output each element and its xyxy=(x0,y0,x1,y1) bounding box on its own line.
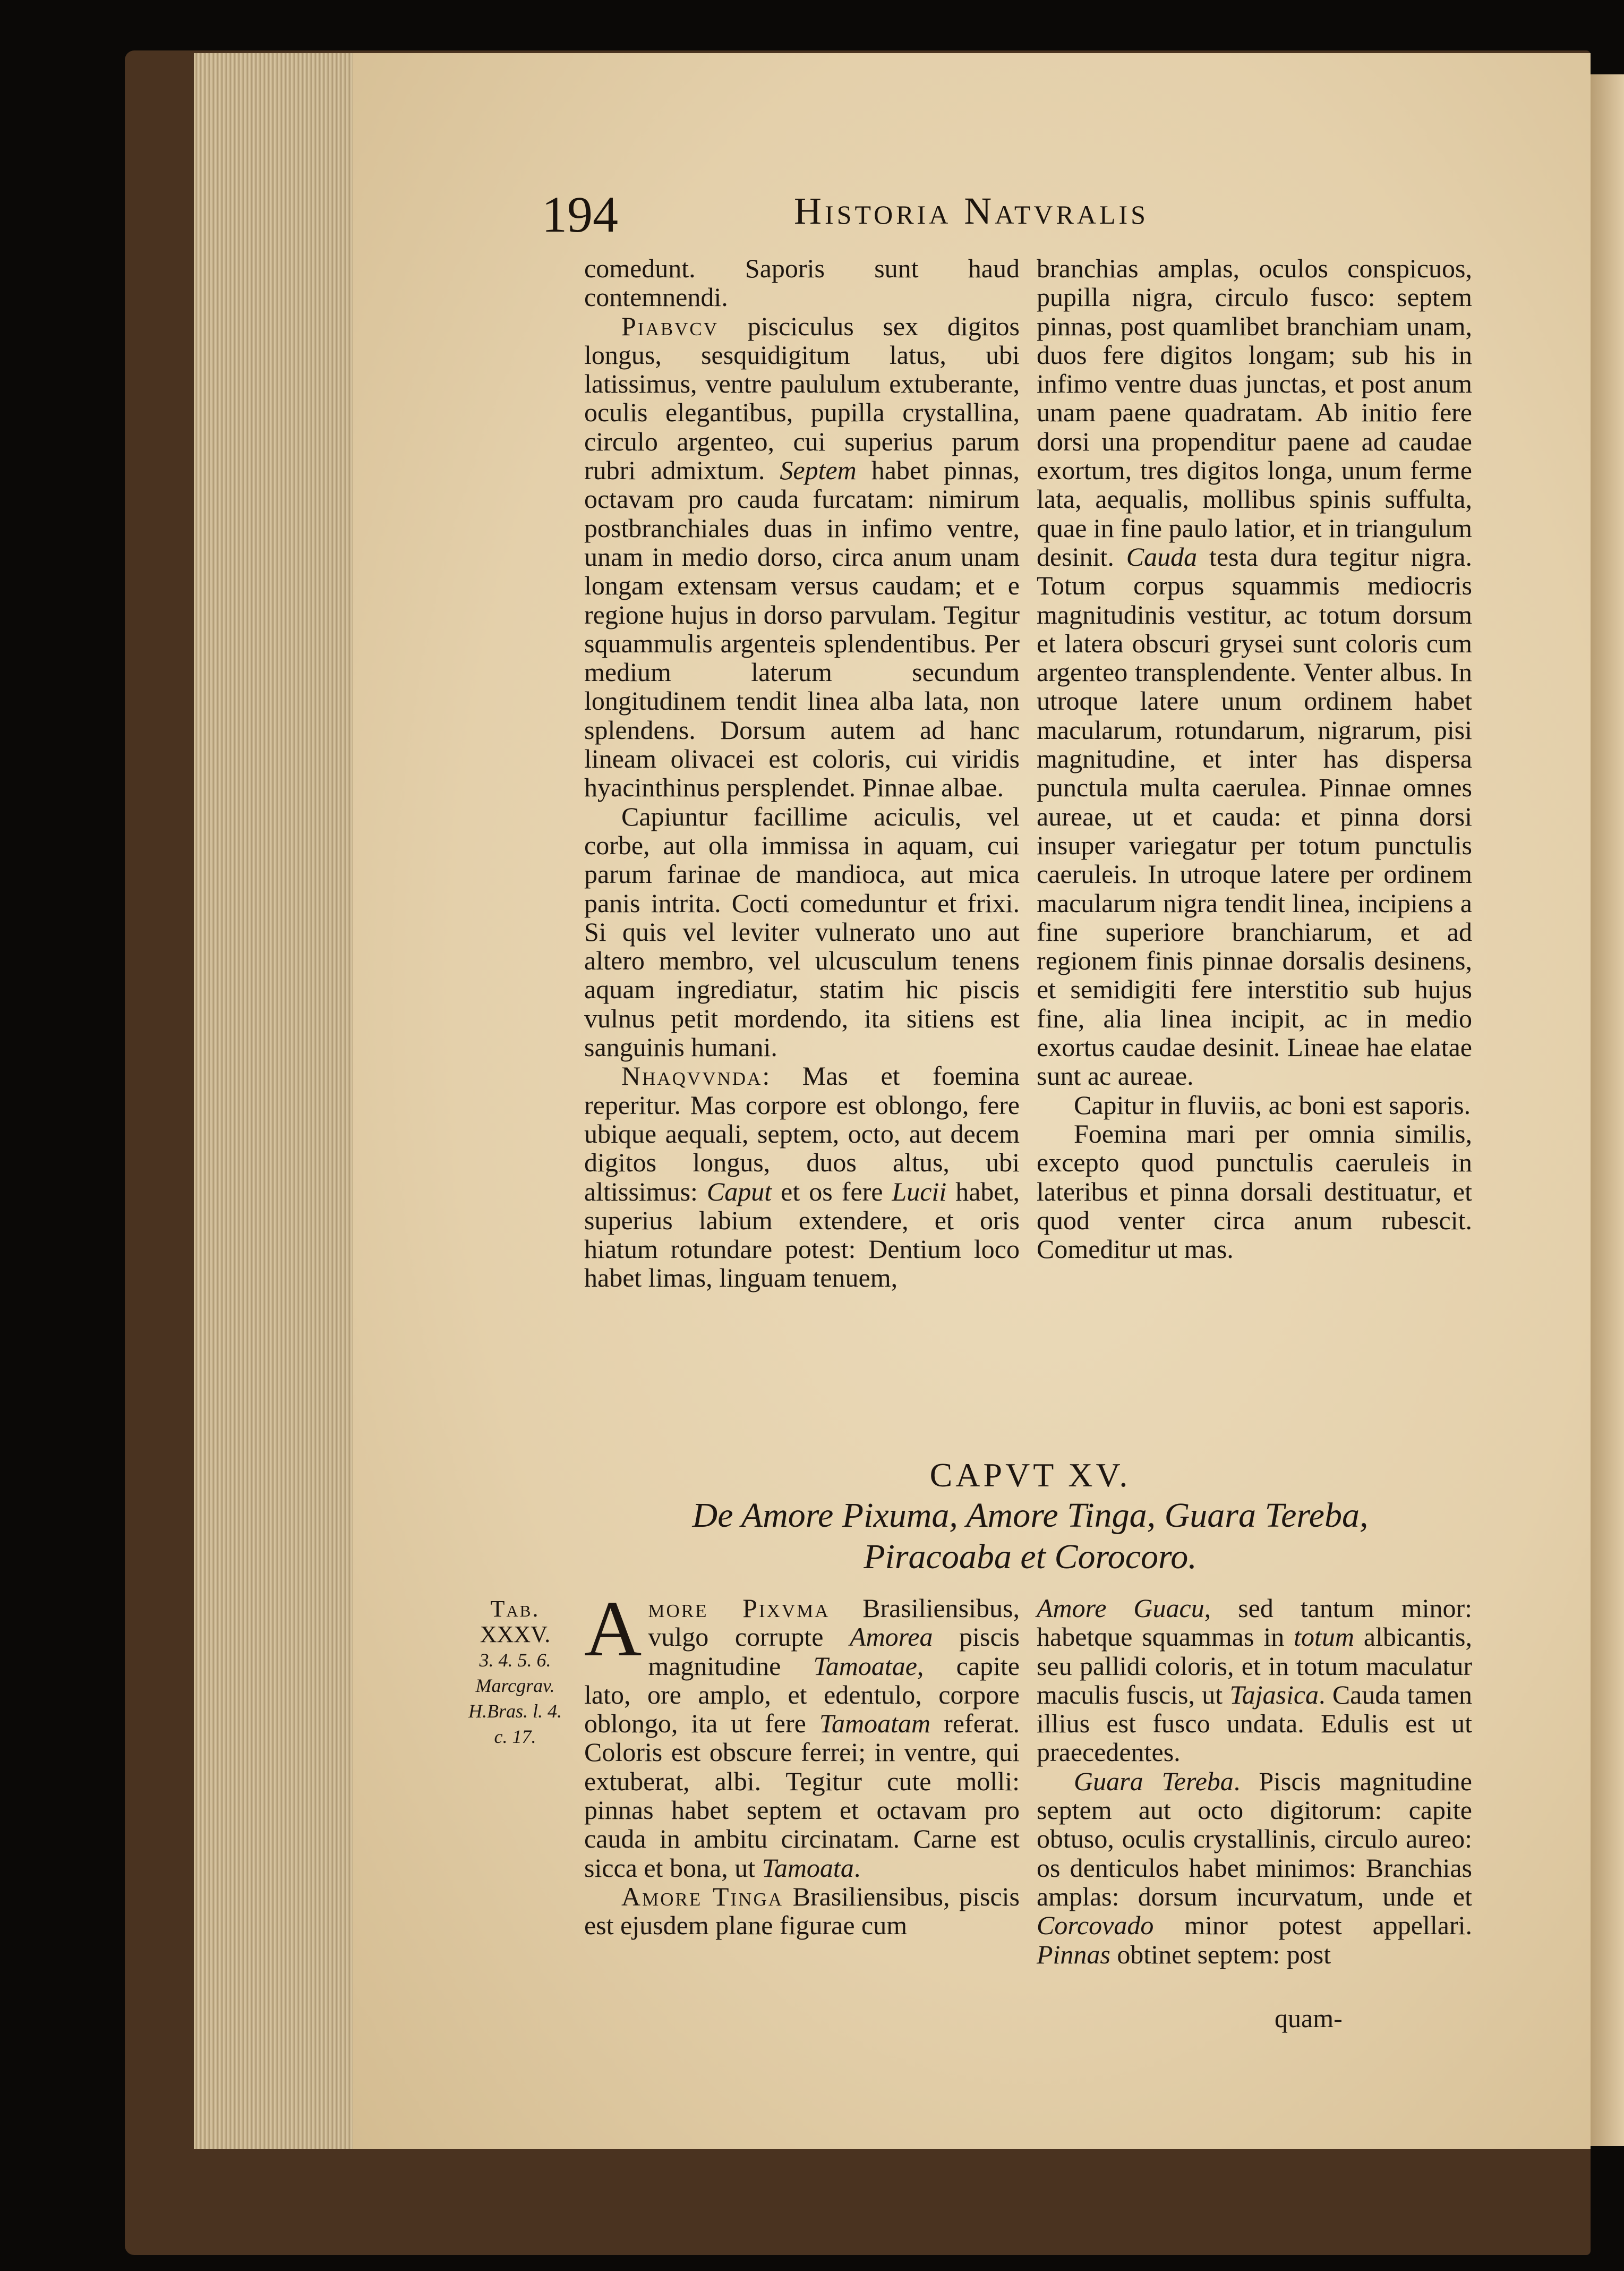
paragraph-guara-tereba: Guara Tereba. Piscis magnitudine septem aut octo digitorum: capite obtuso, oculis crystallinis, circulo aureo: os denticulos habet minimos: Branchias amplas: dorsum incurvatum, unde et Corcovado minor potest appellari. Pinnas obtinet septem: post xyxy=(1037,1766,1472,1969)
catchword: quam- xyxy=(1275,2003,1343,2033)
species-name: Amore Tinga xyxy=(621,1881,783,1911)
species-name: Nhaqvvnda xyxy=(621,1061,763,1091)
paragraph: Capitur in fluviis, ac boni est saporis. xyxy=(1074,1090,1471,1120)
species-name: more Pixvma xyxy=(648,1593,830,1623)
running-title: Historia Natvralis xyxy=(794,190,1149,232)
running-head xyxy=(542,185,1285,243)
paragraph-amore-pixuma: Amore Pixvma Brasiliensibus, vulgo corrupte Amorea piscis magnitudine Tamoatae, capite lato, ore amplo, et edentulo, corpore oblongo, ita ut fere Tamoatam referat. Coloris est obscure ferrei; in ventre, qui extuberat, albi. Tegitur cute molli: pinnas habet septem et octavam pro cauda in ambitu circinatam. Carne est sicca et bona, ut Tamoata. xyxy=(584,1585,1020,1883)
column-3 xyxy=(584,1585,1020,1941)
paragraph: branchias amplas, oculos conspicuos, pupilla nigra, circulo fusco: septem pinnas, post quamlibet branchiam unam, duos fere digitos longam; sub his in infimo ventre duas junctas, et post anum unam paene quadratam. Ab initio fere dorsi una propenditur paene ad caudae exortum, tres digitos longa, unum ferme lata, aequalis, mollibus spinis suffulta, quae in fine paulo latior, et in triangulum desinit. Cauda testa dura tegitur nigra. Totum corpus squammis mediocris magnitudinis vestitur, ac totum dorsum et latera obscuri grysei sunt coloris cum argenteo transplendente. Venter albus. In utroque latere unum ordinem habet macularum, rotundarum, nigrarum, pisi magnitudine, et inter has dispersa punctula multa caerulea. Pinnae omnes aureae, ut et cauda: et pinna dorsi insuper variegatur per totum punctulis caeruleis. In utroque latere per ordinem macularum nigra tendit linea, incipiens a fine superiore branchiarum, et ad regionem finis pinnae dorsalis desinens, et semidigiti fere interstitio sub hujus fine, alia linea incipit, ac in medio exortus caudae desinit. Lineae hae elatae sunt ac aureae. xyxy=(1037,253,1472,1091)
paragraph-nhaquunda: Nhaqvvnda: Mas et foemina reperitur. Mas corpore est oblongo, fere ubique aequali, septem, octo, aut decem digitos longus, duos altus, ubi altissimus: Caput et os fere Lucii habet, superius labium extendere, et oris hiatum rotundare potest: Dentium loco habet limas, linguam tenuem, xyxy=(584,1061,1020,1293)
column-2 xyxy=(1037,254,1472,1263)
chapter-number: CAPVT XV. xyxy=(929,1456,1131,1494)
column-4 xyxy=(1037,1594,1472,1969)
species-name: Piabvcv xyxy=(621,311,719,341)
chapter-subtitle-2: Piracoaba et Corocoro. xyxy=(864,1537,1197,1576)
drop-cap: A xyxy=(584,1585,642,1673)
paragraph: Foemina mari per omnia similis, excepto quod punctulis caeruleis in lateribus et pinna dorsali destituatur, et quod venter circa anum rubescit. Comeditur ut mas. xyxy=(1037,1118,1472,1264)
paragraph: comedunt. Saporis sunt haud contemnendi. xyxy=(584,253,1020,312)
chapter-heading xyxy=(584,1456,1476,1578)
paragraph-amore-tinga: Amore Tinga Brasiliensibus, piscis est ejusdem plane figurae cum xyxy=(584,1881,1020,1941)
facing-page-edge xyxy=(1591,74,1624,2146)
paragraph: Amore Guacu, sed tantum minor: habetque squammas in totum albicantis, seu pallidi coloris, et in totum maculatur maculis fuscis, ut Tajasica. Cauda tamen illius est fusco undata. Edulis est ut praecedentes. xyxy=(1037,1593,1473,1767)
column-1 xyxy=(584,254,1020,1292)
page-edges xyxy=(194,53,355,2149)
paragraph: Capiuntur facillime aciculis, vel corbe, aut olla immissa in aquam, cui parum farinae de mandioca, aut mica panis intrita. Cocti comeduntur et frixi. Si quis vel leviter vulnerato uno aut altero membro, vel ulcusculum tenens aquam ingrediatur, statim hic piscis vulnus petit mordendo, ita sitiens est sanguinis humani. xyxy=(584,801,1020,1062)
margin-note: Tab. XXXV. 3. 4. 5. 6. Marcgrav. H.Bras. l. 4. c. 17. xyxy=(468,1596,562,1747)
page-number: 194 xyxy=(542,186,618,243)
chapter-subtitle-1: De Amore Pixuma, Amore Tinga, Guara Tereba, xyxy=(692,1496,1369,1535)
paragraph-piabucu: Piabvcv pisciculus sex digitos longus, sesquidigitum latus, ubi latissimus, ventre paululum extuberante, oculis elegantibus, pupilla crystallina, circulo argenteo, cui superius parum rubri admixtum. Septem habet pinnas, octavam pro cauda furcatam: nimirum postbranchiales duas in infimo ventre, unam in medio dorso, circa anum unam longam extensam versus caudam; et e regione hujus in dorso parvulam. Tegitur squammulis argenteis splendentibus. Per medium laterum secundum longitudinem tendit linea alba lata, non splendens. Dorsum autem ad hanc lineam olivacei est coloris, cui viridis hyacinthinus persplendet. Pinnae albae. xyxy=(584,311,1020,803)
